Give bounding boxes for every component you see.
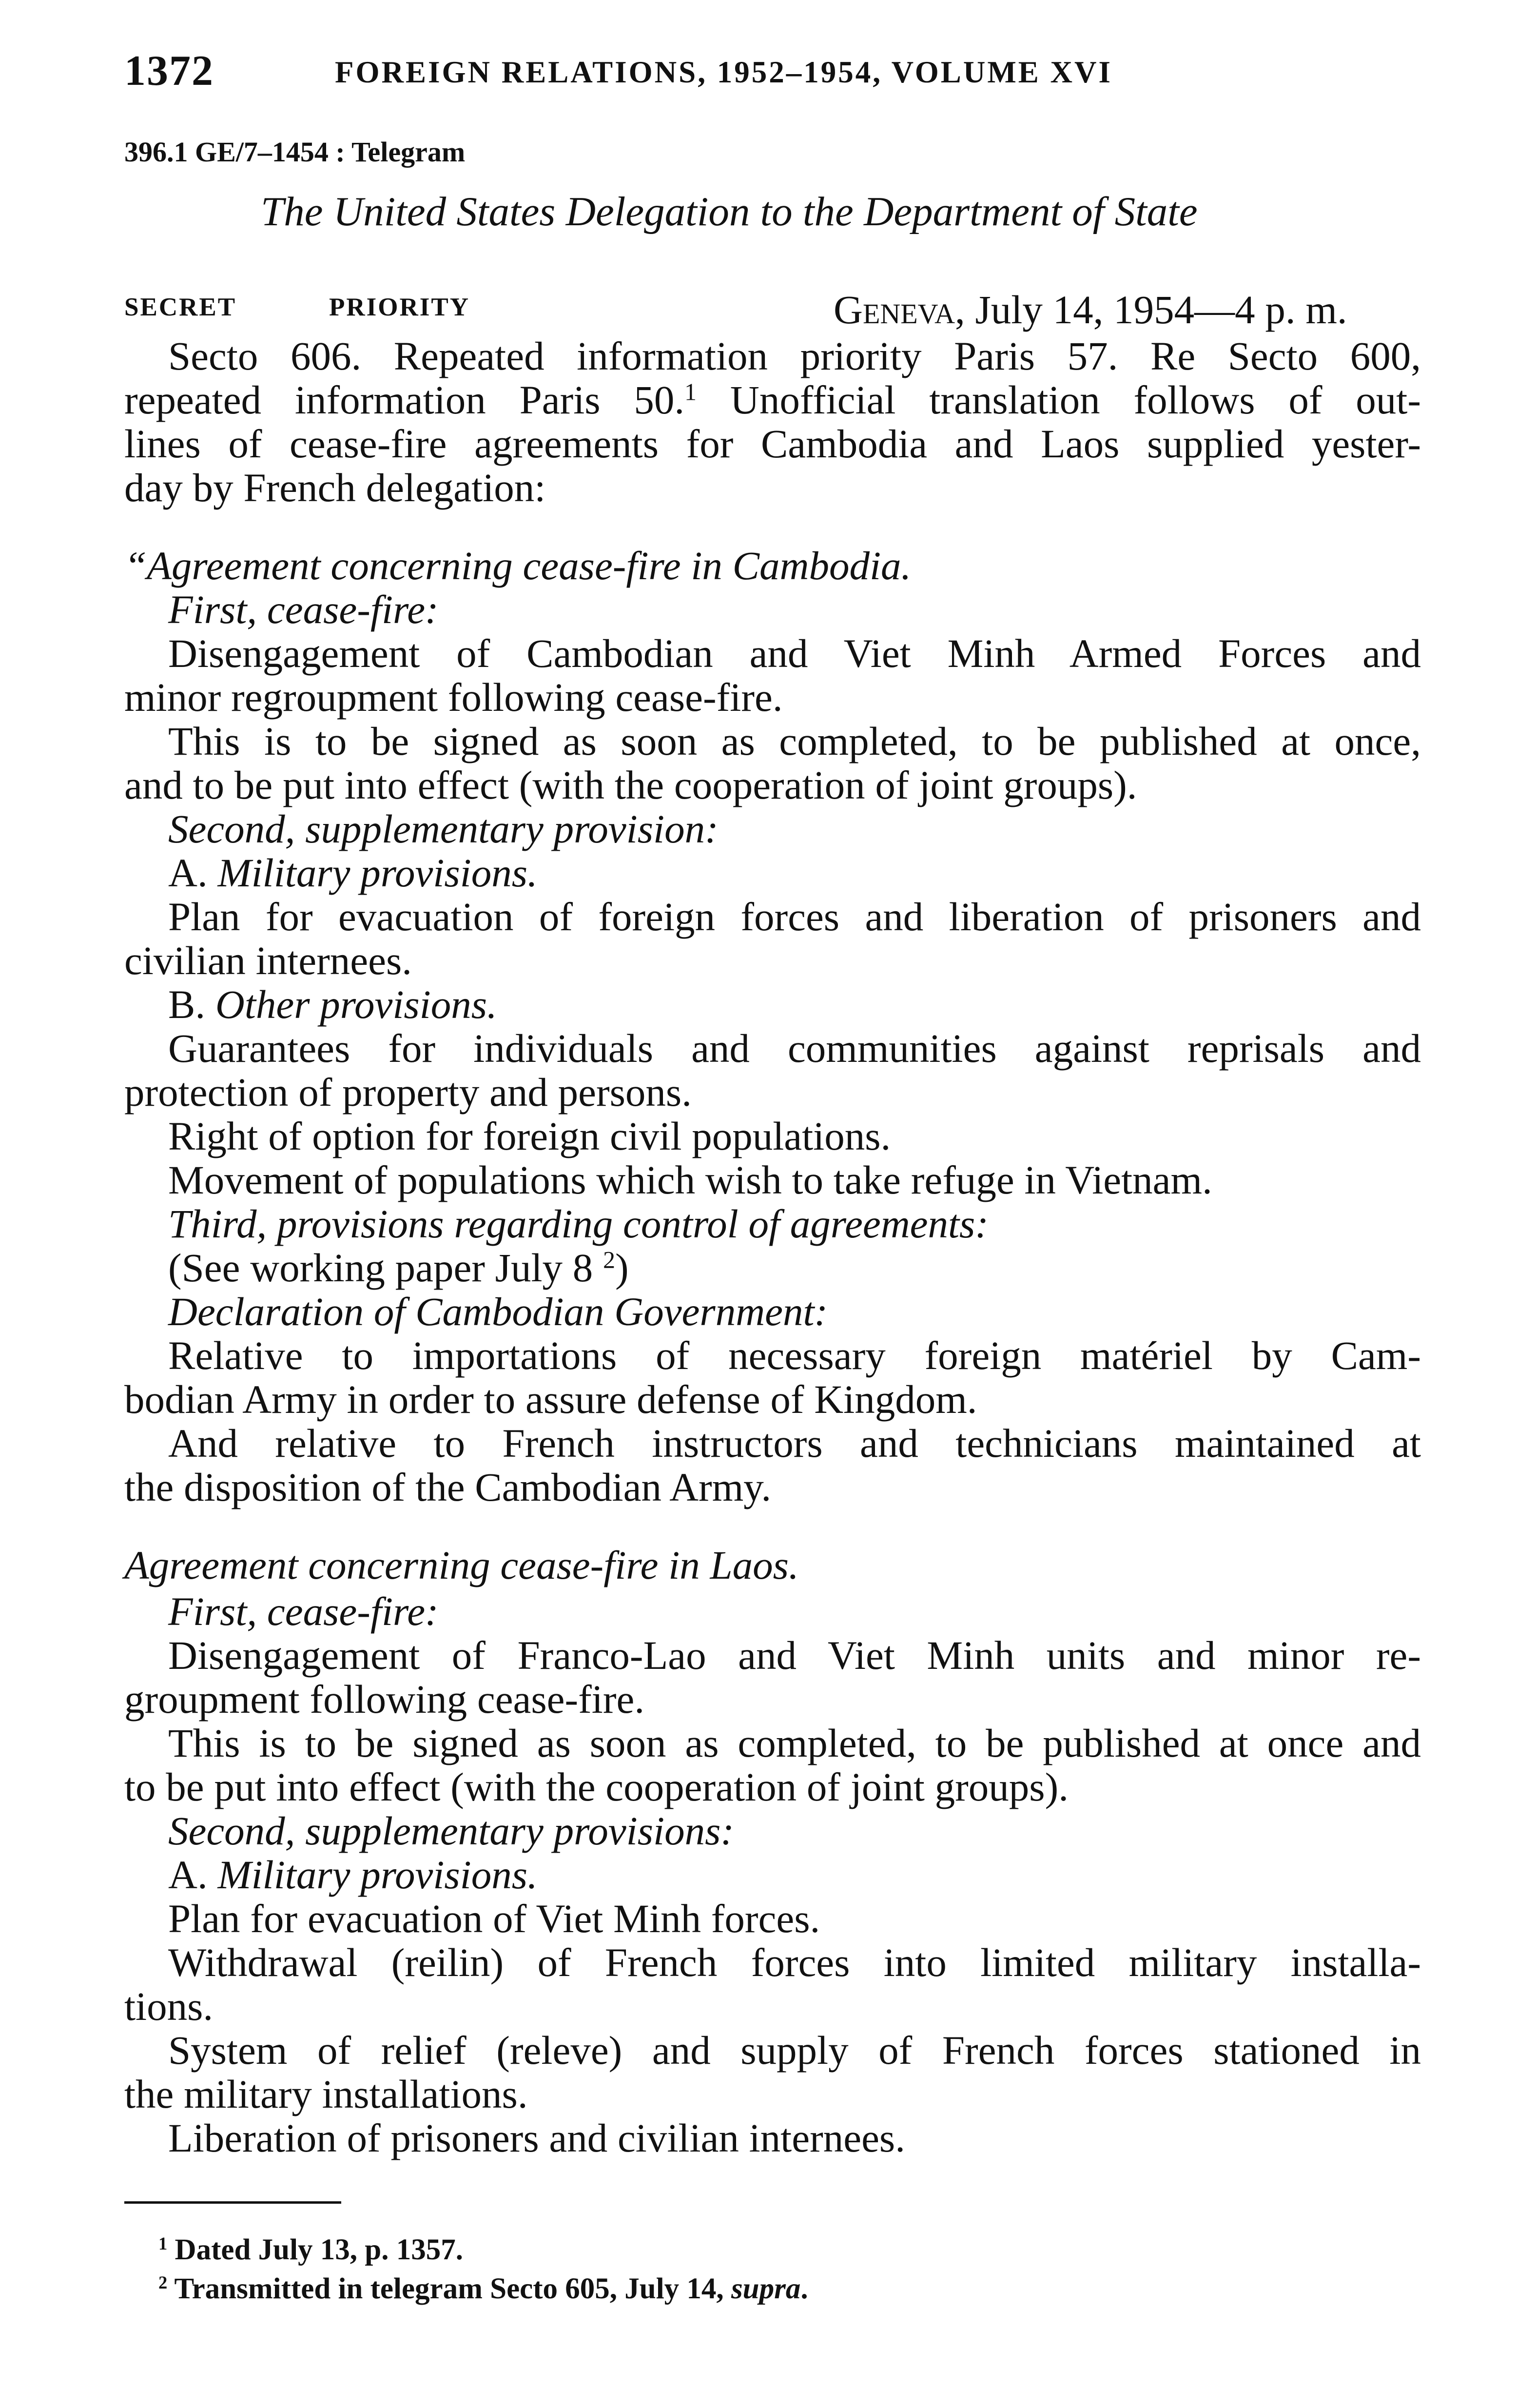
footnote-divider bbox=[124, 2201, 341, 2204]
cambodia-evacuation-text-cont: civilian internees. bbox=[124, 938, 412, 983]
laos-signing-text: This is to be signed as soon as completed, to be published at once and bbox=[168, 1721, 1421, 1765]
laos-liberation-text: Liberation of prisoners and civilian internees. bbox=[168, 2115, 905, 2160]
cambodia-materiel-text-cont: bodian Army in order to assure defense of Kingdom. bbox=[124, 1377, 977, 1422]
cambodia-military-label: A. Military provisions. bbox=[168, 850, 538, 895]
intro-line-3: lines of cease-fire agreements for Cambodia and Laos supplied yester- bbox=[124, 421, 1421, 466]
document-page bbox=[124, 0, 1421, 2408]
cambodia-evacuation-text: Plan for evacuation of foreign forces and liberation of prisoners and bbox=[168, 894, 1421, 939]
page-number: 1372 bbox=[124, 47, 214, 95]
laos-military-label: A. Military provisions. bbox=[168, 1852, 538, 1897]
cambodia-movement-text: Movement of populations which wish to take refuge in Vietnam. bbox=[168, 1157, 1212, 1202]
cambodia-materiel-text: Relative to importations of necessary foreign matériel by Cam- bbox=[168, 1333, 1421, 1378]
cambodia-first-label: First, cease-fire: bbox=[168, 587, 439, 632]
laos-withdrawal-text: Withdrawal (reilin) of French forces into limited military installa- bbox=[168, 1940, 1421, 1985]
laos-relief-text: System of relief (releve) and supply of French forces stationed in bbox=[168, 2028, 1421, 2073]
classification-label: SECRET bbox=[124, 293, 237, 321]
laos-first-text: Disengagement of Franco-Lao and Viet Minh units and minor re- bbox=[168, 1633, 1421, 1678]
footnote-2: $^2$ Transmitted in telegram Secto 605, July 14, supra. bbox=[158, 2272, 808, 2305]
cambodia-heading: “Agreement concerning cease-fire in Cambodia. bbox=[124, 543, 912, 588]
cambodia-second-label: Second, supplementary provision: bbox=[168, 806, 719, 851]
cambodia-guarantees-text-cont: protection of property and persons. bbox=[124, 1070, 692, 1115]
laos-first-label: First, cease-fire: bbox=[168, 1589, 439, 1634]
cambodia-first-text-cont: minor regroupment following cease-fire. bbox=[124, 675, 783, 720]
file-reference: 396.1 GE/7–1454 : Telegram bbox=[124, 136, 466, 168]
cambodia-first-text: Disengagement of Cambodian and Viet Minh Armed Forces and bbox=[168, 631, 1421, 676]
document-caption: The United States Delegation to the Department of State bbox=[261, 189, 1198, 235]
intro-line-4: day by French delegation: bbox=[124, 465, 546, 510]
cambodia-signing-text: This is to be signed as soon as completed, to be published at once, bbox=[168, 719, 1421, 764]
laos-withdrawal-text-cont: tions. bbox=[124, 1984, 214, 2029]
intro-line-1: Secto 606. Repeated information priority Paris 57. Re Secto 600, bbox=[168, 333, 1421, 378]
laos-first-text-cont: groupment following cease-fire. bbox=[124, 1677, 645, 1722]
laos-heading: Agreement concerning cease-fire in Laos. bbox=[124, 1543, 799, 1587]
cambodia-third-label: Third, provisions regarding control of agreements: bbox=[168, 1201, 989, 1246]
cambodia-signing-text-cont: and to be put into effect (with the cooperation of joint groups). bbox=[124, 763, 1137, 807]
cambodia-declaration-label: Declaration of Cambodian Government: bbox=[168, 1289, 828, 1334]
dateline-date: , July 14, 1954—4 p. m. bbox=[954, 287, 1347, 332]
dateline bbox=[834, 285, 1347, 334]
precedence-label: PRIORITY bbox=[329, 293, 470, 321]
footnote-1: $^1$ Dated July 13, p. 1357. bbox=[158, 2233, 463, 2266]
laos-signing-text-cont: to be put into effect (with the cooperation of joint groups). bbox=[124, 1764, 1069, 1809]
laos-relief-text-cont: the military installations. bbox=[124, 2072, 528, 2116]
cambodia-other-label: B. Other provisions. bbox=[168, 982, 497, 1027]
laos-second-label: Second, supplementary provisions: bbox=[168, 1808, 735, 1853]
laos-evacuation-text: Plan for evacuation of Viet Minh forces. bbox=[168, 1896, 820, 1941]
running-title: FOREIGN RELATIONS, 1952–1954, VOLUME XVI bbox=[335, 55, 1113, 89]
cambodia-instructors-text: And relative to French instructors and technicians maintained at bbox=[168, 1421, 1421, 1466]
footnote-ref-1: 1 bbox=[684, 378, 697, 406]
cambodia-working-paper-note: (See working paper July 8 $^2$) bbox=[168, 1245, 629, 1290]
cambodia-guarantees-text: Guarantees for individuals and communities against reprisals and bbox=[168, 1026, 1421, 1071]
cambodia-instructors-text-cont: the disposition of the Cambodian Army. bbox=[124, 1465, 772, 1509]
footnote-ref-2: 2 bbox=[603, 1246, 615, 1273]
dateline-place: Geneva bbox=[834, 287, 955, 332]
intro-line-2: repeated information Paris 50.$^1$ Unofficial translation follows of out- bbox=[124, 377, 1421, 422]
cambodia-option-text: Right of option for foreign civil populations. bbox=[168, 1114, 891, 1158]
